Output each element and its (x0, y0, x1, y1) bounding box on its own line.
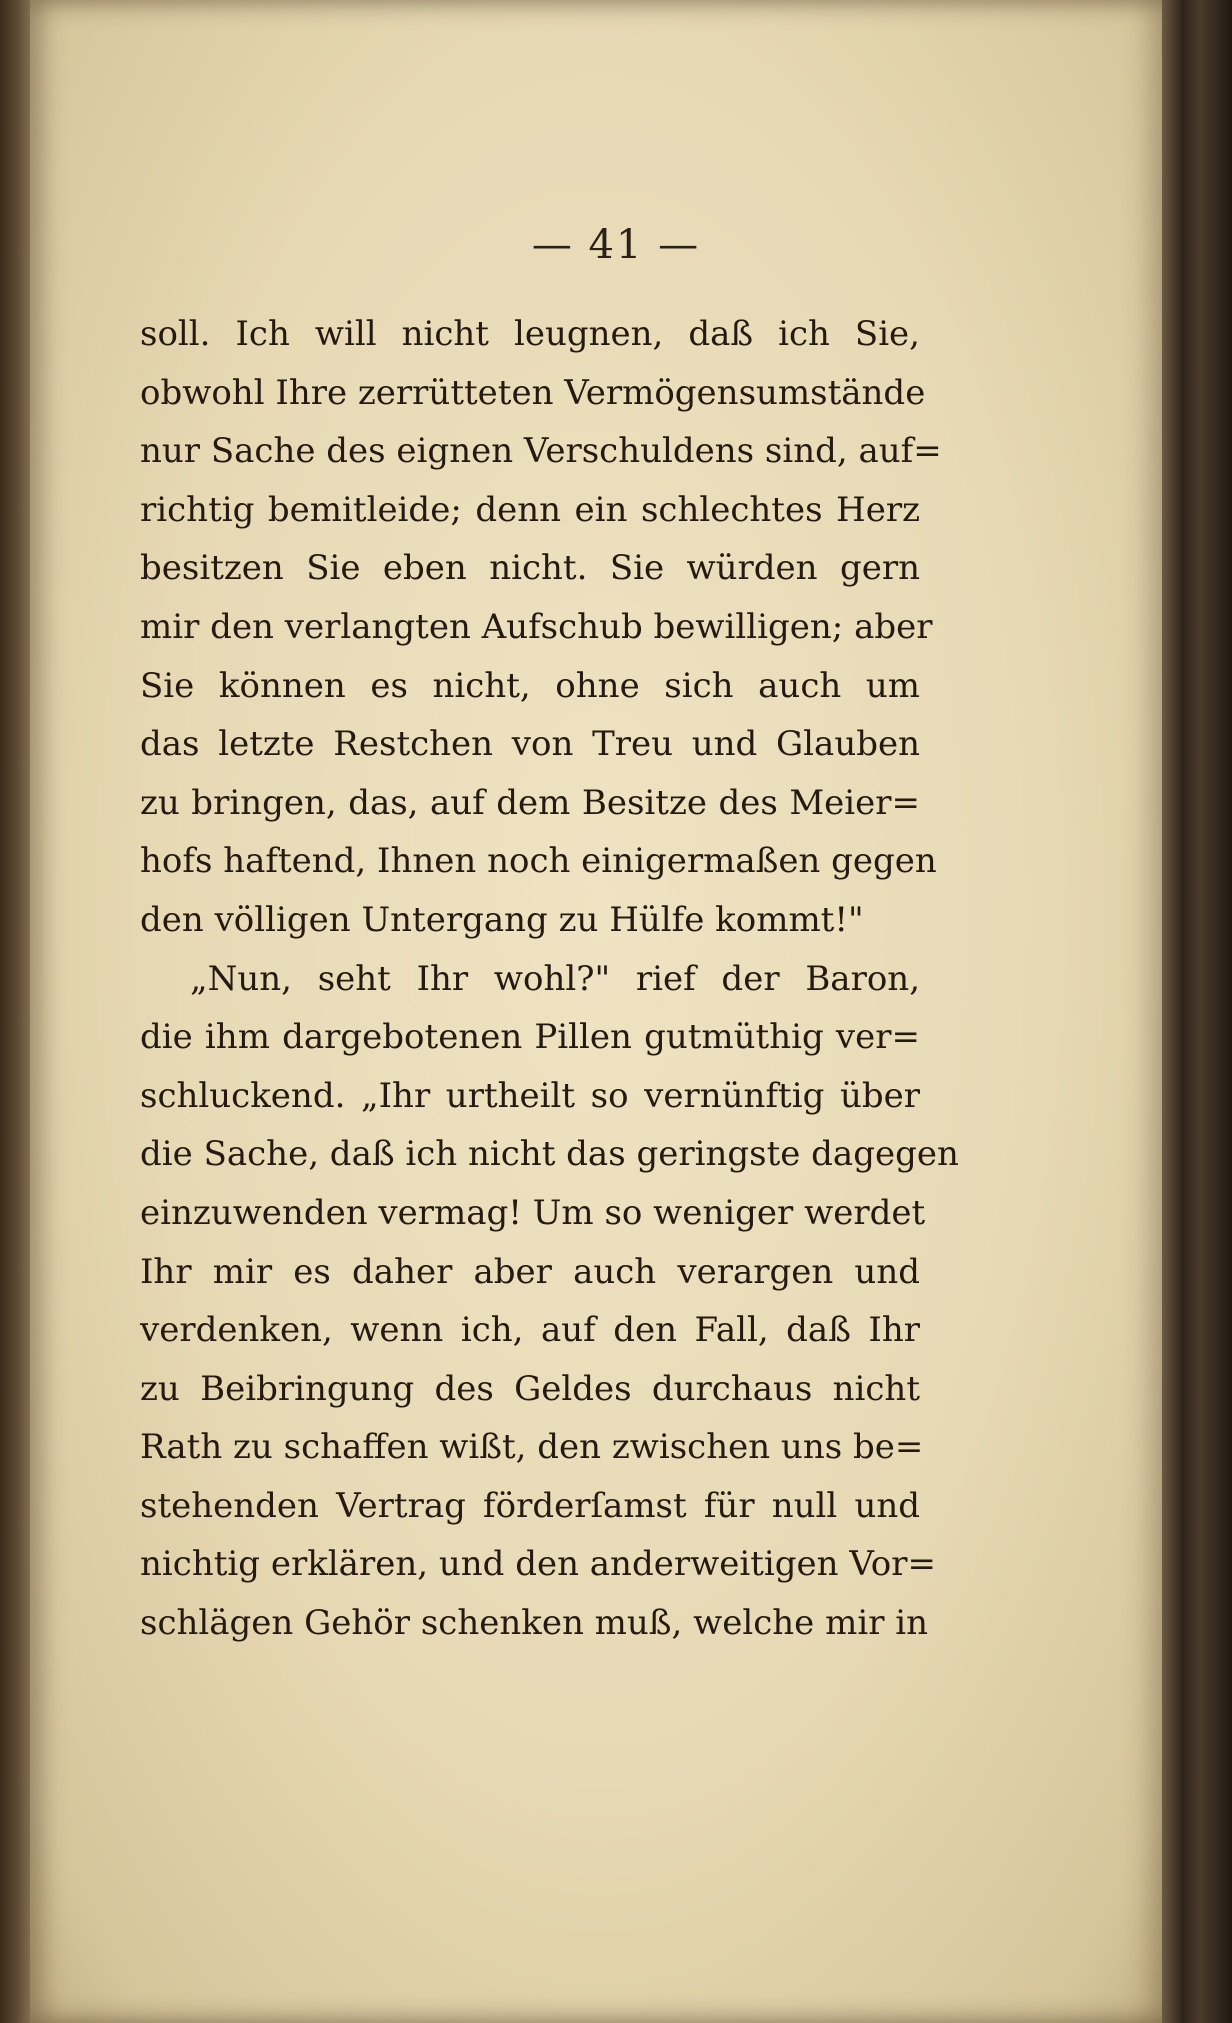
book-cover-edge (1162, 0, 1232, 2023)
text-line: richtig bemitleide; denn ein schlechtes Herz (140, 489, 920, 530)
body-text (140, 305, 959, 1653)
text-line: „Nun, seht Ihr wohl?" rief der Baron, (190, 958, 920, 999)
text-line: zu Beibringung des Geldes durchaus nicht (140, 1368, 920, 1409)
text-line: stehenden Vertrag förderſamst für null und (140, 1485, 920, 1526)
text-line: einzuwenden vermag! Um so weniger werdet (140, 1192, 926, 1233)
text-line: zu bringen, das, auf dem Besitze des Meier= (140, 782, 920, 823)
text-line: den völligen Untergang zu Hülfe kommt!" (140, 899, 864, 940)
text-line: verdenken, wenn ich, auf den Fall, daß Ihr (140, 1310, 920, 1351)
page-number: — 41 — (531, 222, 701, 268)
text-line: hofs haftend, Ihnen noch einigermaßen gegen (140, 841, 937, 882)
text-line: obwohl Ihre zerrütteten Vermögensumstände (140, 372, 926, 413)
text-line: soll. Ich will nicht leugnen, daß ich Sie, (140, 314, 920, 354)
text-line: besitzen Sie eben nicht. Sie würden gern (140, 548, 920, 589)
text-line: das letzte Restchen von Treu und Glauben (140, 724, 920, 765)
text-line: die Sache, daß ich nicht das geringste dagegen (140, 1134, 959, 1175)
text-line: Sie können es nicht, ohne sich auch um (140, 665, 920, 706)
text-line: mir den verlangten Aufschub bewilligen; aber (140, 606, 933, 647)
text-line: schluckend. „Ihr urtheilt so vernünftig über (140, 1075, 920, 1116)
text-line: nichtig erklären, und den anderweitigen Vor= (140, 1544, 936, 1585)
text-line: schlägen Gehör schenken muß, welche mir in (140, 1603, 929, 1644)
text-line: Rath zu schaffen wißt, den zwischen uns be= (140, 1427, 924, 1468)
text-line: Ihr mir es daher aber auch verargen und (140, 1251, 920, 1292)
text-line: die ihm dargebotenen Pillen gutmüthig ver= (140, 1017, 920, 1058)
book-binding (0, 0, 34, 2023)
text-line: nur Sache des eignen Verschuldens sind, auf= (140, 431, 942, 472)
